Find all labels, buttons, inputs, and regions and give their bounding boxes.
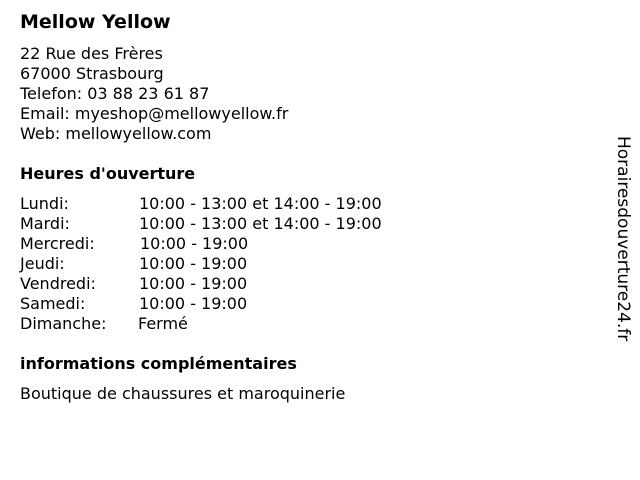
hours-day: Mercredi: [20, 234, 95, 253]
hours-day: Mardi: [20, 214, 70, 233]
hours-time: 10:00 - 13:00 et 14:00 - 19:00 [139, 214, 382, 233]
hours-row-mercredi [20, 234, 600, 254]
hours-day: Samedi: [20, 294, 86, 313]
hours-row-vendredi [20, 274, 600, 294]
address-street: 22 Rue des Frères [20, 44, 163, 63]
hours-day: Jeudi: [20, 254, 65, 273]
hours-row-lundi [20, 194, 600, 214]
hours-row-samedi [20, 294, 600, 314]
address-city: 67000 Strasbourg [20, 64, 164, 83]
email-address: Email: myeshop@mellowyellow.fr [20, 104, 289, 123]
phone-number: Telefon: 03 88 23 61 87 [20, 84, 210, 103]
hours-row-mardi [20, 214, 600, 234]
shop-name: Mellow Yellow [20, 11, 171, 33]
website: Web: mellowyellow.com [20, 124, 212, 143]
hours-row-dimanche [20, 314, 600, 334]
hours-time: 10:00 - 19:00 [140, 234, 249, 253]
info-text: Boutique de chaussures et maroquinerie [20, 384, 346, 403]
hours-time: 10:00 - 19:00 [139, 254, 248, 273]
shop-card [20, 8, 600, 404]
hours-day: Lundi: [20, 194, 69, 213]
hours-table [20, 194, 600, 334]
address-block [20, 44, 600, 144]
watermark: Horairesdouverture24.fr [613, 136, 633, 342]
hours-row-jeudi [20, 254, 600, 274]
hours-time: Fermé [138, 314, 188, 333]
hours-heading: Heures d'ouverture [20, 164, 196, 183]
info-heading: informations complémentaires [20, 354, 297, 373]
hours-time: 10:00 - 19:00 [139, 274, 248, 293]
hours-day: Dimanche: [20, 314, 107, 333]
hours-time: 10:00 - 19:00 [139, 294, 248, 313]
hours-day: Vendredi: [20, 274, 96, 293]
hours-time: 10:00 - 13:00 et 14:00 - 19:00 [139, 194, 382, 213]
